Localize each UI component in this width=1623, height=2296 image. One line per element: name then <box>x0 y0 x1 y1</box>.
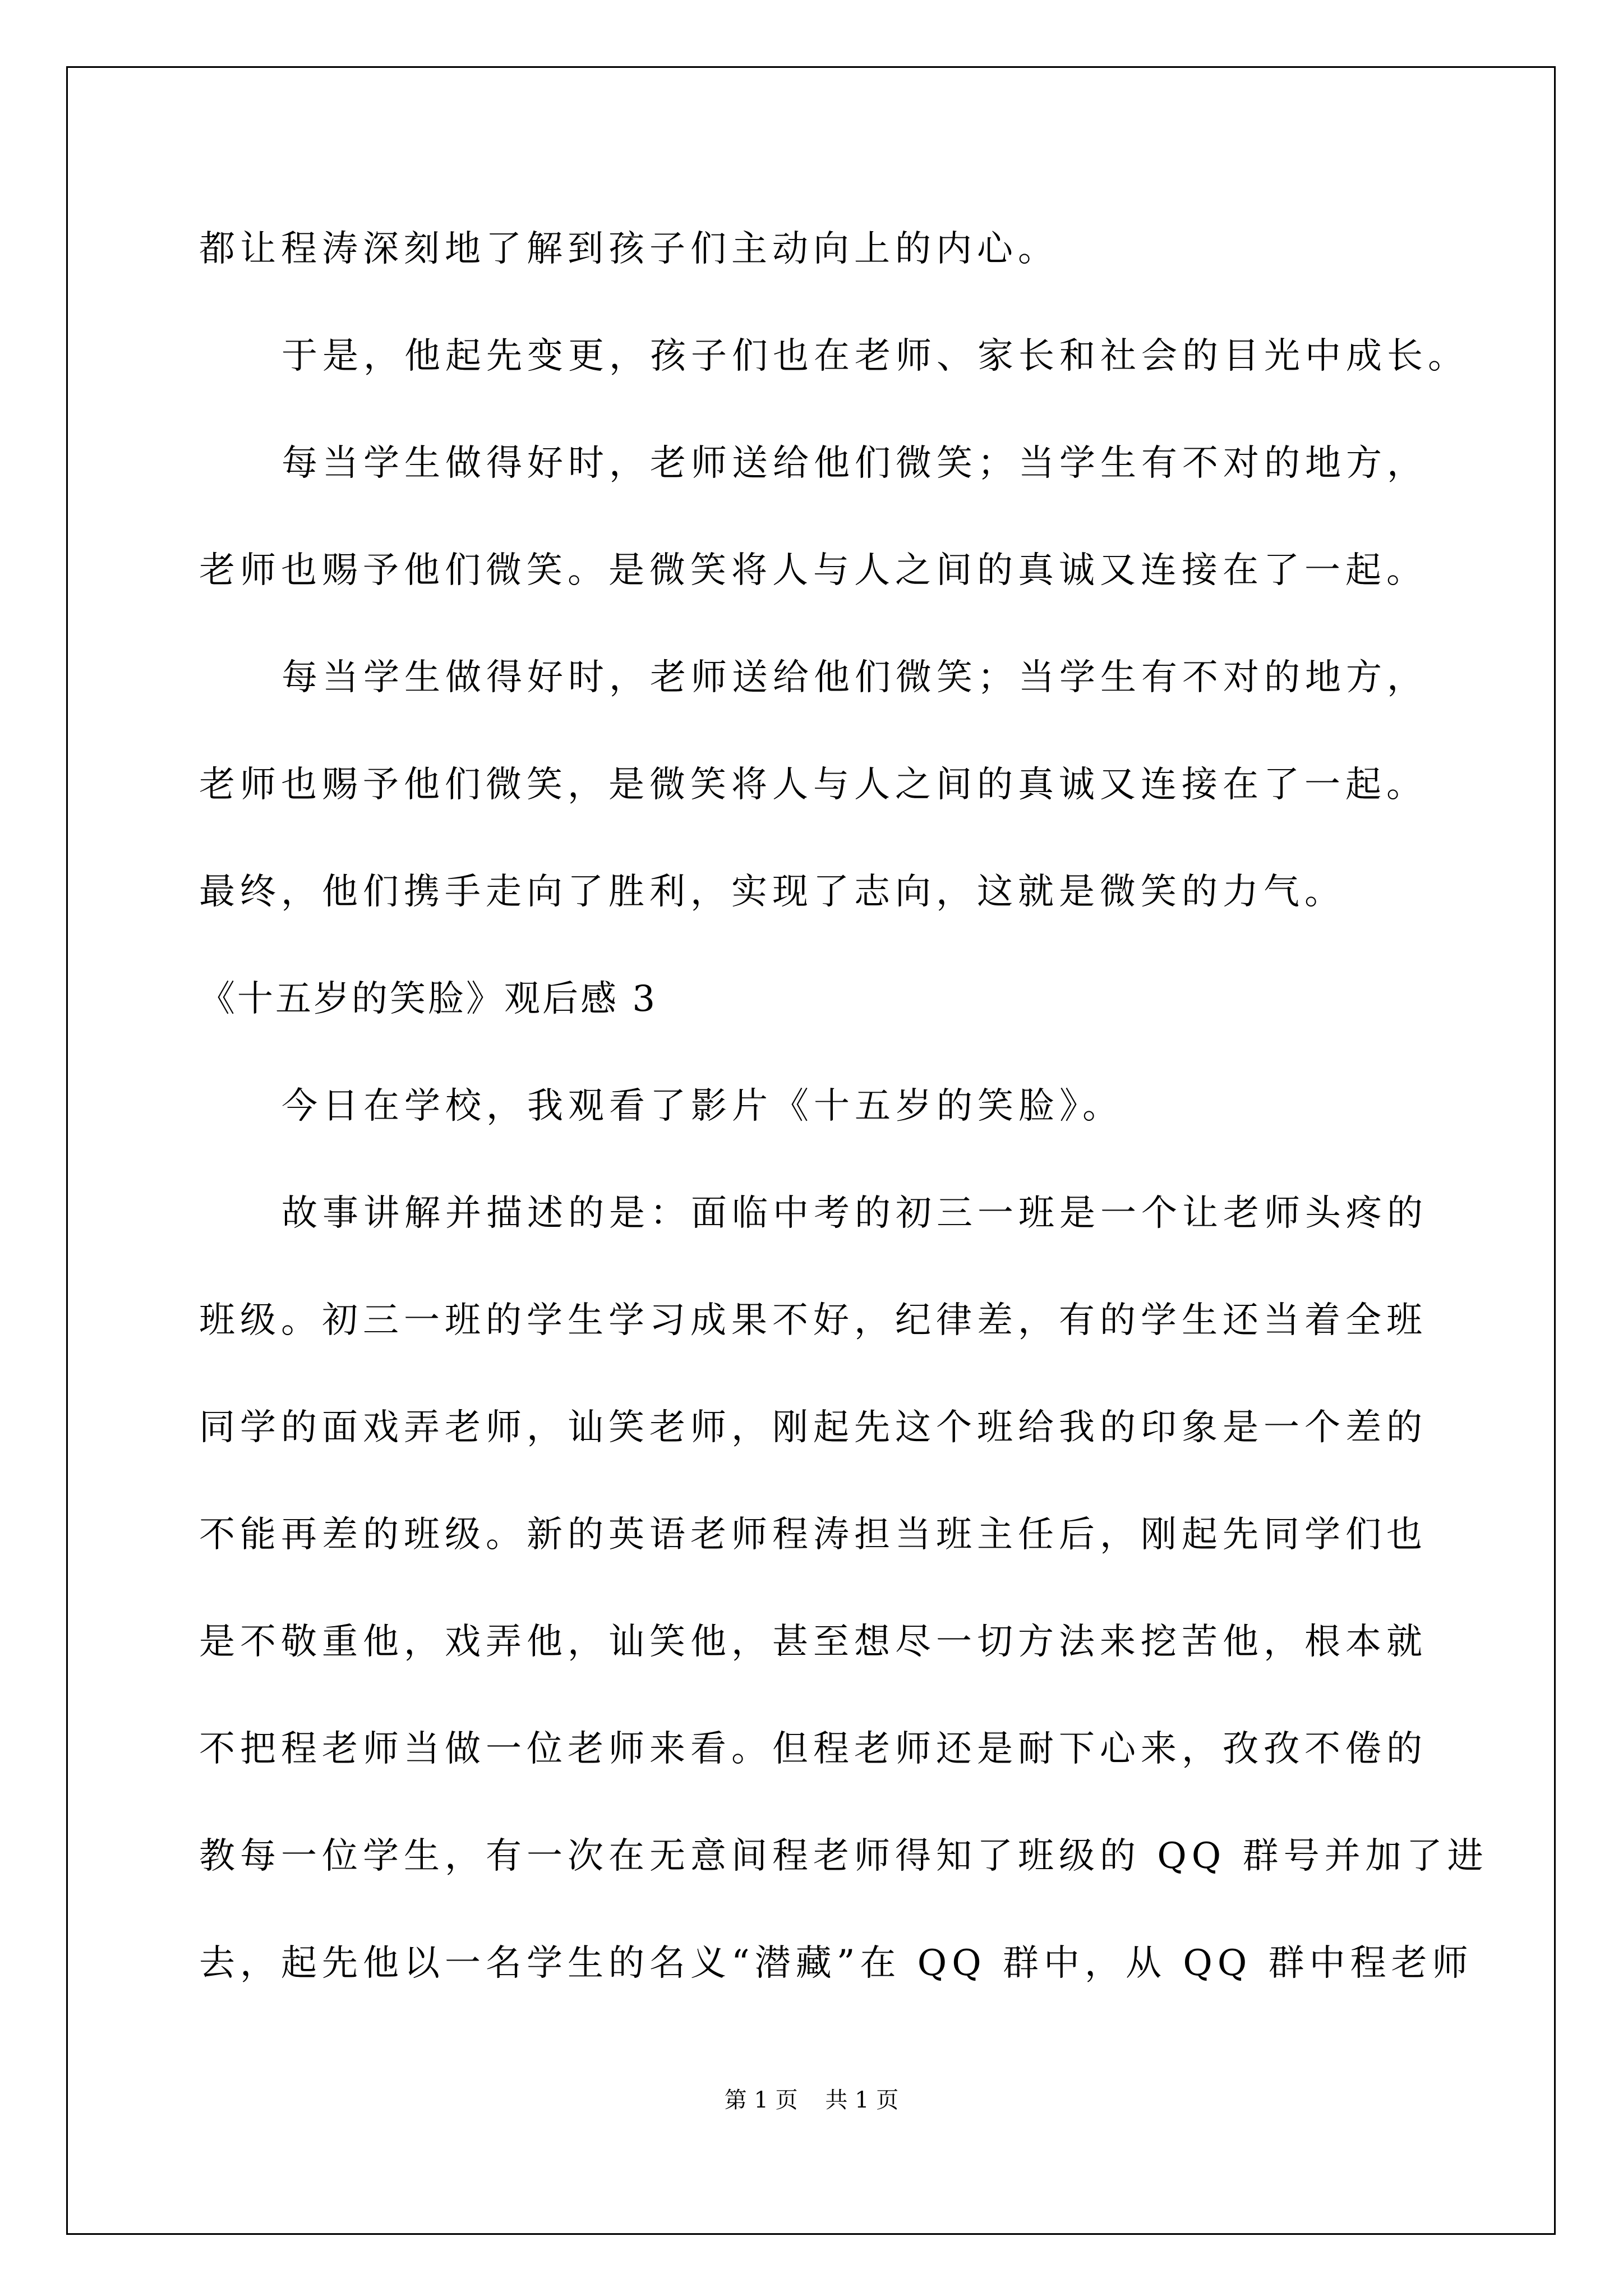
text-line: 不把程老师当做一位老师来看。但程老师还是耐下心来，孜孜不倦的 <box>199 1728 1427 1770</box>
text-line: 教每一位学生，有一次在无意间程老师得知了班级的 QQ 群号并加了进 <box>199 1835 1488 1877</box>
text-line: 老师也赐予他们微笑。是微笑将人与人之间的真诚又连接在了一起。 <box>199 550 1427 591</box>
text-line: 最终，他们携手走向了胜利，实现了志向，这就是微笑的力气。 <box>199 871 1345 913</box>
text-line: 去，起先他以一名学生的名义“潜藏”在 QQ 群中，从 QQ 群中程老师 <box>199 1943 1473 1984</box>
text-line: 是不敬重他，戏弄他，讪笑他，甚至想尽一切方法来挖苦他，根本就 <box>199 1621 1427 1663</box>
text-line: 都让程涛深刻地了解到孩子们主动向上的内心。 <box>199 228 1059 270</box>
text-line: 同学的面戏弄老师，讪笑老师，刚起先这个班给我的印象是一个差的 <box>199 1407 1427 1448</box>
text-line: 不能再差的班级。新的英语老师程涛担当班主任后，刚起先同学们也 <box>199 1514 1427 1556</box>
paragraph-line: 每当学生做得好时，老师送给他们微笑；当学生有不对的地方， <box>282 443 1428 484</box>
paragraph-line: 故事讲解并描述的是：面临中考的初三一班是一个让老师头疼的 <box>282 1193 1428 1234</box>
paragraph-line: 今日在学校，我观看了影片《十五岁的笑脸》。 <box>282 1085 1123 1127</box>
page-total: 共 1 页 <box>825 2087 899 2113</box>
section-heading: 《十五岁的笑脸》观后感 3 <box>199 978 658 1020</box>
page-footer <box>0 2088 1623 2113</box>
page-frame <box>66 66 1556 2235</box>
text-line: 老师也赐予他们微笑，是微笑将人与人之间的真诚又连接在了一起。 <box>199 764 1427 806</box>
text-line: 班级。初三一班的学生学习成果不好，纪律差，有的学生还当着全班 <box>199 1300 1427 1341</box>
page-number: 第 1 页 <box>724 2087 798 2113</box>
paragraph-line: 于是，他起先变更，孩子们也在老师、家长和社会的目光中成长。 <box>282 335 1469 377</box>
paragraph-line: 每当学生做得好时，老师送给他们微笑；当学生有不对的地方， <box>282 657 1428 698</box>
